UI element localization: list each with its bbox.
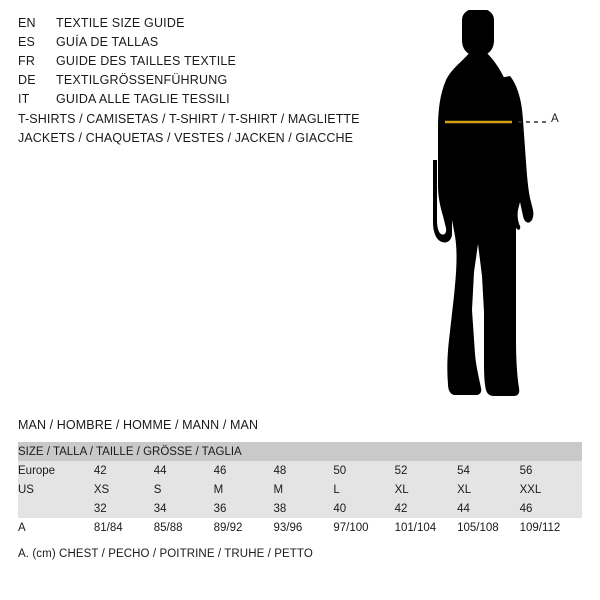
- language-code: FR: [18, 54, 36, 68]
- cell: 34: [154, 499, 214, 518]
- figure-illustration: [400, 10, 600, 410]
- cell: 89/92: [214, 518, 274, 537]
- garment-category-jackets: JACKETS / CHAQUETAS / VESTES / JACKEN / GIACCHE: [18, 131, 354, 145]
- language-text: TEXTILE SIZE GUIDE: [56, 16, 185, 30]
- cell: XXL: [520, 480, 582, 499]
- language-row: [18, 35, 398, 54]
- cell: L: [333, 480, 394, 499]
- cell: 40: [333, 499, 394, 518]
- table-title: MAN / HOMBRE / HOMME / MANN / MAN: [18, 418, 259, 432]
- chest-measure-label: A: [551, 113, 560, 125]
- cell: 32: [94, 499, 154, 518]
- table-row: [18, 480, 582, 499]
- cell: 50: [333, 461, 394, 480]
- language-text: GUÍA DE TALLAS: [56, 35, 159, 49]
- row-label: A: [18, 518, 94, 537]
- cell: 105/108: [457, 518, 520, 537]
- cell: M: [214, 480, 274, 499]
- table-row: [18, 518, 582, 537]
- language-text: TEXTILGRÖSSENFÜHRUNG: [56, 73, 228, 87]
- cell: 81/84: [94, 518, 154, 537]
- table-footnote: A. (cm) CHEST / PECHO / POITRINE / TRUHE / PETTO: [18, 548, 313, 560]
- size-table: [18, 442, 582, 537]
- language-list: [18, 16, 398, 111]
- table-row: [18, 499, 582, 518]
- cell: 109/112: [520, 518, 582, 537]
- cell: 56: [520, 461, 582, 480]
- cell: 54: [457, 461, 520, 480]
- cell: 42: [94, 461, 154, 480]
- cell: 85/88: [154, 518, 214, 537]
- language-row: [18, 92, 398, 111]
- cell: S: [154, 480, 214, 499]
- cell: 46: [214, 461, 274, 480]
- cell: 93/96: [273, 518, 333, 537]
- table-header-row: [18, 442, 582, 461]
- cell: 38: [273, 499, 333, 518]
- language-row: [18, 54, 398, 73]
- cell: XL: [395, 480, 458, 499]
- row-label: Europe: [18, 461, 94, 480]
- cell: XS: [94, 480, 154, 499]
- cell: 101/104: [395, 518, 458, 537]
- language-code: DE: [18, 73, 36, 87]
- cell: 44: [154, 461, 214, 480]
- garment-category-list: [18, 110, 418, 148]
- language-row: [18, 16, 398, 35]
- garment-category-tshirts: T-SHIRTS / CAMISETAS / T-SHIRT / T-SHIRT / MAGLIETTE: [18, 112, 360, 126]
- cell: 44: [457, 499, 520, 518]
- cell: XL: [457, 480, 520, 499]
- row-label: US: [18, 480, 94, 499]
- language-text: GUIDA ALLE TAGLIE TESSILI: [56, 92, 230, 106]
- cell: 97/100: [333, 518, 394, 537]
- cell: M: [273, 480, 333, 499]
- row-label: [18, 499, 94, 518]
- man-silhouette-icon: [400, 10, 600, 410]
- cell: 52: [395, 461, 458, 480]
- table-row: [18, 461, 582, 480]
- cell: 36: [214, 499, 274, 518]
- language-code: EN: [18, 16, 36, 30]
- language-row: [18, 73, 398, 92]
- language-code: IT: [18, 92, 30, 106]
- cell: 42: [395, 499, 458, 518]
- table-header-label: SIZE / TALLA / TAILLE / GRÖSSE / TAGLIA: [18, 442, 582, 461]
- language-code: ES: [18, 35, 36, 49]
- cell: 46: [520, 499, 582, 518]
- cell: 48: [273, 461, 333, 480]
- language-text: GUIDE DES TAILLES TEXTILE: [56, 54, 237, 68]
